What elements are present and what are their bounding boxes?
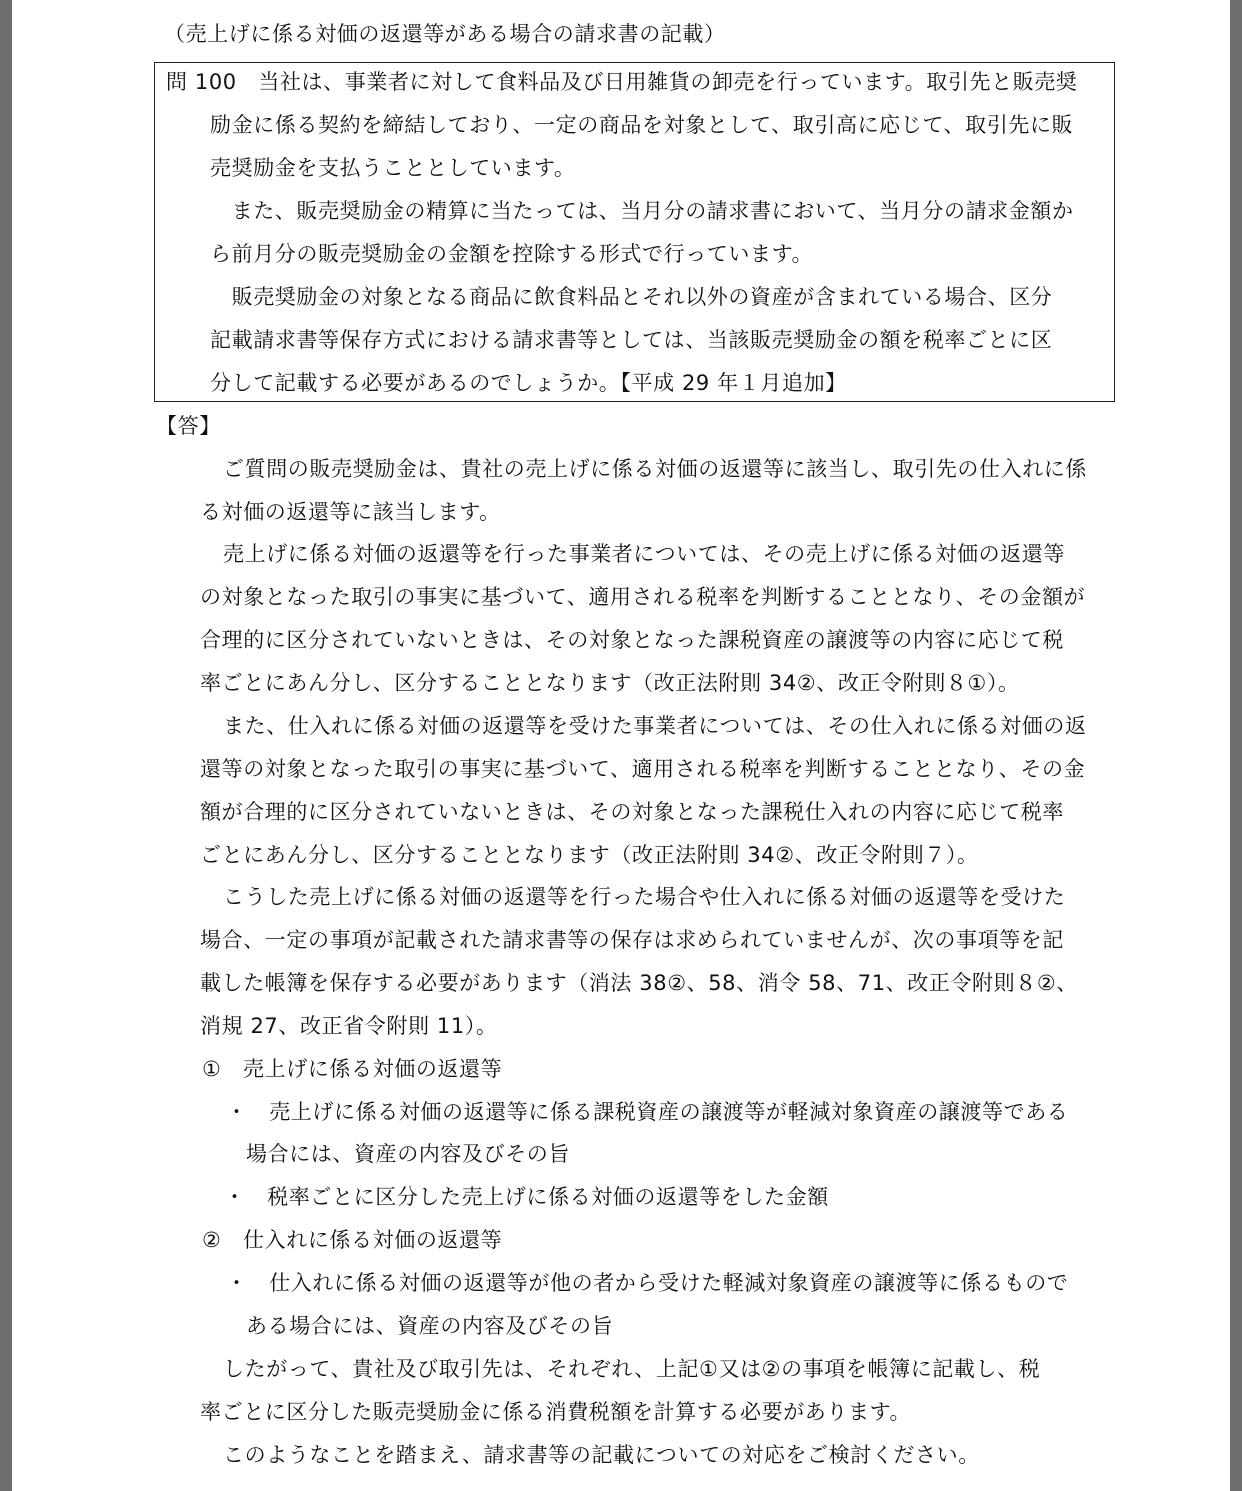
question-line: 販売奨励金の対象となる商品に飲食料品とそれ以外の資産が含まれている場合、区分 [210, 285, 1053, 309]
answer-line: 売上げに係る対価の返還等を行った事業者については、その売上げに係る対価の返還等 [223, 542, 1065, 566]
bullet-item-continuation: ある場合には、資産の内容及びその旨 [246, 1314, 614, 1338]
answer-line: 消規 27、改正省令附則 11）。 [200, 1014, 498, 1038]
bullet-item: ・ 売上げに係る対価の返還等に係る課税資産の譲渡等が軽減対象資産の譲渡等である [226, 1100, 1069, 1124]
answer-line: る対価の返還等に該当します。 [200, 500, 501, 524]
question-line: 売奨励金を支払うこととしています。 [210, 156, 576, 180]
document-page [12, 0, 1230, 1491]
question-line: 励金に係る契約を締結しており、一定の商品を対象として、取引高に応じて、取引先に販 [210, 113, 1074, 137]
question-line: 記載請求書等保存方式における請求書等としては、当該販売奨励金の額を税率ごとに区 [210, 328, 1053, 352]
answer-line: 率ごとに区分した販売奨励金に係る消費税額を計算する必要があります。 [200, 1400, 912, 1424]
answer-line: このようなことを踏まえ、請求書等の記載についての対応をご検討ください。 [223, 1443, 980, 1467]
bullet-item: ・ 仕入れに係る対価の返還等が他の者から受けた軽減対象資産の譲渡等に係るもので [226, 1271, 1069, 1295]
answer-line: の対象となった取引の事実に基づいて、適用される税率を判断することとなり、その金額が [200, 585, 1086, 609]
answer-line: 額が合理的に区分されていないときは、その対象となった課税仕入れの内容に応じて税率 [200, 800, 1064, 824]
bullet-item: ・ 税率ごとに区分した売上げに係る対価の返還等をした金額 [224, 1185, 829, 1209]
answer-line: こうした売上げに係る対価の返還等を行った場合や仕入れに係る対価の返還等を受けた [223, 885, 1066, 909]
question-line: ら前月分の販売奨励金の金額を控除する形式で行っています。 [210, 242, 814, 266]
answer-line: 場合、一定の事項が記載された請求書等の保存は求められていませんが、次の事項等を記 [200, 928, 1064, 952]
answer-label: 【答】 [156, 414, 221, 438]
answer-line: 合理的に区分されていないときは、その対象となった課税資産の譲渡等の内容に応じて税 [200, 628, 1064, 652]
question-line: また、販売奨励金の精算に当たっては、当月分の請求書において、当月分の請求金額か [210, 199, 1074, 223]
question-line: 問 100 当社は、事業者に対して食料品及び日用雑貨の卸売を行っています。取引先と販売奨 [166, 70, 1078, 94]
bullet-item-continuation: 場合には、資産の内容及びその旨 [246, 1142, 570, 1166]
answer-line: ご質問の販売奨励金は、貴社の売上げに係る対価の返還等に該当し、取引先の仕入れに係 [223, 457, 1087, 481]
answer-line: 還等の対象となった取引の事実に基づいて、適用される税率を判断することとなり、その金 [200, 757, 1086, 781]
answer-line: 率ごとにあん分し、区分することとなります（改正法附則 34②、改正令附則８①）。 [200, 671, 1020, 695]
list-heading: ② 仕入れに係る対価の返還等 [202, 1228, 503, 1252]
answer-line: したがって、貴社及び取引先は、それぞれ、上記①又は②の事項を帳簿に記載し、税 [223, 1357, 1041, 1381]
list-heading: ① 売上げに係る対価の返還等 [202, 1057, 503, 1081]
question-line: 分して記載する必要があるのでしょうか。【平成 29 年１月追加】 [210, 371, 847, 395]
answer-line: ごとにあん分し、区分することとなります（改正法附則 34②、改正令附則７）。 [200, 843, 979, 867]
answer-line: 載した帳簿を保存する必要があります（消法 38②、58、消令 58、71、改正令附則８②、 [200, 971, 1078, 995]
section-heading: （売上げに係る対価の返還等がある場合の請求書の記載） [164, 22, 726, 46]
answer-line: また、仕入れに係る対価の返還等を受けた事業者については、その仕入れに係る対価の返 [223, 714, 1087, 738]
